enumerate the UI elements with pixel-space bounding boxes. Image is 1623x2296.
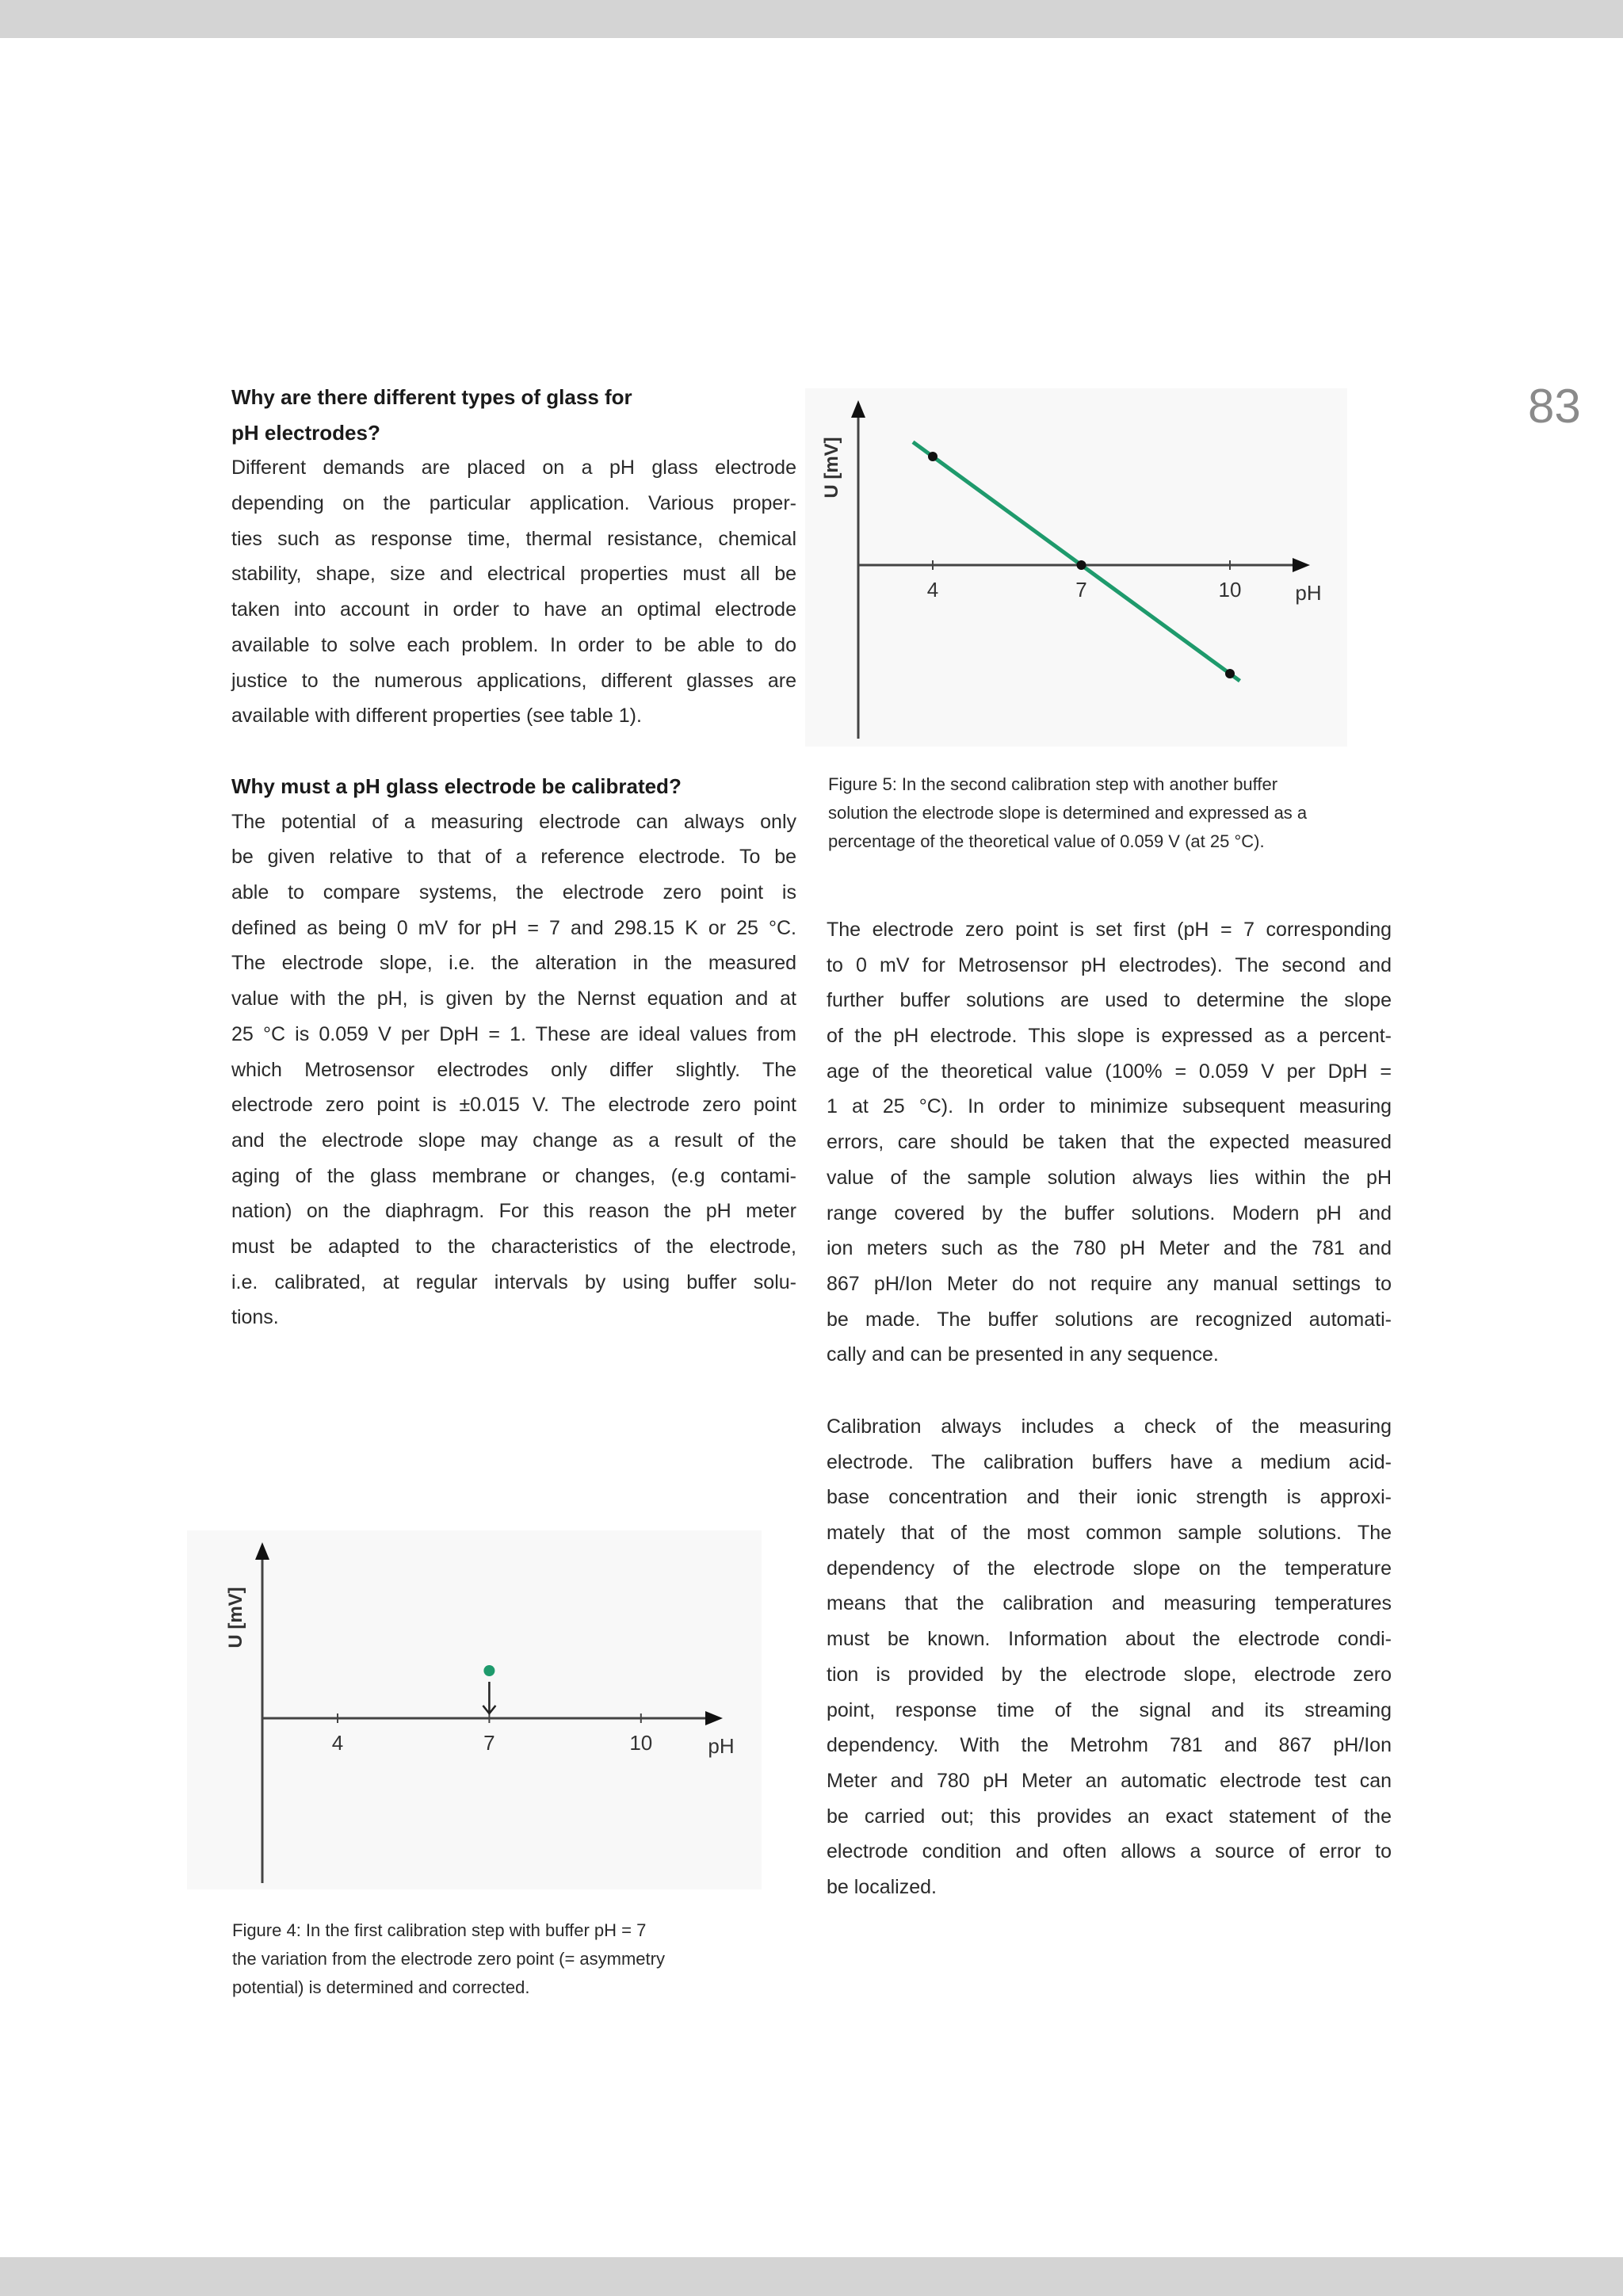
x-tick-label: 10 [1218,578,1242,602]
bottom-margin-bar [0,2257,1623,2296]
figure-4 [187,1530,762,1889]
heading-calibration [231,769,796,804]
text-line: dependency of the electrode slope on the temperature [827,1557,1392,1580]
x-axis-arrow-icon [705,1711,723,1725]
text-line: available to solve each problem. In order to be able to do [231,633,796,656]
figure-4-chart [187,1530,762,1889]
buffer-point [1077,560,1086,570]
text-line: tion is provided by the electrode slope, electrode zero [827,1663,1392,1686]
x-axis-arrow-icon [1293,558,1310,572]
text-line: defined as being 0 mV for pH = 7 and 298.15 K or 25 °C. [231,916,796,939]
text-line: Figure 5: In the second calibration step with another buffer [828,774,1278,794]
text-line: be given relative to that of a reference electrode. To be [231,846,796,869]
text-line: justice to the numerous applications, different glasses are [231,669,796,692]
heading-line: Why are there different types of glass for [231,385,632,409]
x-axis-label: pH [1295,581,1322,605]
text-line: and the electrode slope may change as a result of the [231,1129,796,1152]
x-tick-label: 10 [629,1731,653,1755]
figure-5-caption [828,770,1383,856]
text-line: be carried out; this provides an exact statement of the [827,1805,1392,1828]
text-line: Different demands are placed on a pH glass electrode [231,457,796,479]
text-line: Calibration always includes a check of the measuring [827,1415,1392,1438]
text-line: i.e. calibrated, at regular intervals by using buffer solu- [231,1270,796,1293]
caption-text [232,1916,787,2002]
text-line: able to compare systems, the electrode zero point is [231,881,796,904]
right-paragraph-electrode-check [827,1409,1392,1905]
x-tick-label: 4 [331,1731,344,1755]
buffer-point [928,452,938,461]
buffer-point [1225,669,1235,678]
text-line: which Metrosensor electrodes only differ slightly. The [231,1058,796,1081]
figure-5-chart [805,388,1347,747]
paragraph-glass-types [231,450,796,734]
text-line: must be known. Information about the electrode condi- [827,1628,1392,1651]
text-line: value with the pH, is given by the Nernst equation and at [231,988,796,1010]
text-line: The electrode zero point is set first (pH = 7 corresponding [827,919,1392,941]
page-number: 83 [1528,380,1581,433]
paragraph-zero-point [827,912,1392,1373]
text-line: stability, shape, size and electrical properties must all be [231,563,796,586]
text-line: ion meters such as the 780 pH Meter and the 781 and [827,1237,1392,1260]
caption-text [828,770,1383,856]
text-line: taken into account in order to have an optimal electrode [231,598,796,621]
text-line: age of the theoretical value (100% = 0.059 V per DpH = [827,1060,1392,1083]
text-line: depending on the particular application. Various proper- [231,492,796,515]
y-axis-arrow-icon [851,400,865,418]
text-line: nation) on the diaphragm. For this reason the pH meter [231,1200,796,1223]
text-line: be localized. [827,1875,937,1898]
text-line: further buffer solutions are used to determine the slope [827,989,1392,1012]
text-line: available with different properties (see table 1). [231,705,642,728]
text-line: range covered by the buffer solutions. Modern pH and [827,1201,1392,1224]
left-section-calibration [231,769,796,1335]
right-paragraph-zero-point [827,912,1392,1373]
text-line: to 0 mV for Metrosensor pH electrodes). The second and [827,953,1392,976]
text-line: solution the electrode slope is determined and expressed as a [828,803,1308,823]
paragraph-electrode-check [827,1409,1392,1905]
y-axis-label: U [mV] [821,437,842,499]
text-line: 867 pH/Ion Meter do not require any manual settings to [827,1272,1392,1295]
text-line: the variation from the electrode zero point (= asymmetry [232,1949,665,1969]
paragraph-calibration [231,804,796,1335]
text-line: base concentration and their ionic strength is approxi- [827,1486,1392,1509]
text-line: means that the calibration and measuring temperatures [827,1592,1392,1615]
text-line: 25 °C is 0.059 V per DpH = 1. These are ideal values from [231,1022,796,1045]
y-axis-label: U [mV] [225,1587,246,1648]
text-line: mately that of the most common sample solutions. The [827,1522,1392,1545]
text-line: value of the sample solution always lies within the pH [827,1166,1392,1189]
text-line: electrode. The calibration buffers have a medium acid- [827,1450,1392,1473]
calibration-line [913,442,1240,681]
left-section-glass-types [231,380,796,734]
x-axis-label: pH [708,1734,735,1758]
text-line: Figure 4: In the first calibration step with buffer pH = 7 [232,1920,647,1940]
heading-line: Why must a pH glass electrode be calibrated? [231,774,682,798]
text-line: The electrode slope, i.e. the alteration in the measured [231,952,796,975]
top-margin-bar [0,0,1623,38]
text-line: cally and can be presented in any sequence. [827,1343,1219,1366]
text-line: potential) is determined and corrected. [232,1977,530,1997]
text-line: point, response time of the signal and its streaming [827,1698,1392,1721]
text-line: errors, care should be taken that the expected measured [827,1131,1392,1154]
figure-4-caption [232,1916,787,2002]
text-line: electrode condition and often allows a source of error to [827,1840,1392,1863]
text-line: ties such as response time, thermal resistance, chemical [231,527,796,550]
figure-5 [805,388,1347,747]
text-line: be made. The buffer solutions are recognized automati- [827,1308,1392,1331]
text-line: must be adapted to the characteristics of the electrode, [231,1235,796,1258]
heading-glass-types [231,380,796,450]
text-line: The potential of a measuring electrode can always only [231,810,796,833]
text-line: aging of the glass membrane or changes, (e.g contami- [231,1164,796,1187]
heading-line: pH electrodes? [231,420,380,445]
text-line: 1 at 25 °C). In order to minimize subsequent measuring [827,1095,1392,1118]
x-tick-label: 7 [483,1731,495,1755]
x-tick-label: 4 [926,578,939,602]
text-line: percentage of the theoretical value of 0.059 V (at 25 °C). [828,831,1265,851]
x-tick-label: 7 [1075,578,1087,602]
text-line: electrode zero point is ±0.015 V. The electrode zero point [231,1094,796,1117]
text-line: Meter and 780 pH Meter an automatic electrode test can [827,1769,1392,1792]
text-line: dependency. With the Metrohm 781 and 867 pH/Ion [827,1734,1392,1757]
asymmetry-point [483,1665,495,1676]
text-line: tions. [231,1306,279,1329]
text-line: of the pH electrode. This slope is expressed as a percent- [827,1025,1392,1048]
y-axis-arrow-icon [255,1542,269,1560]
